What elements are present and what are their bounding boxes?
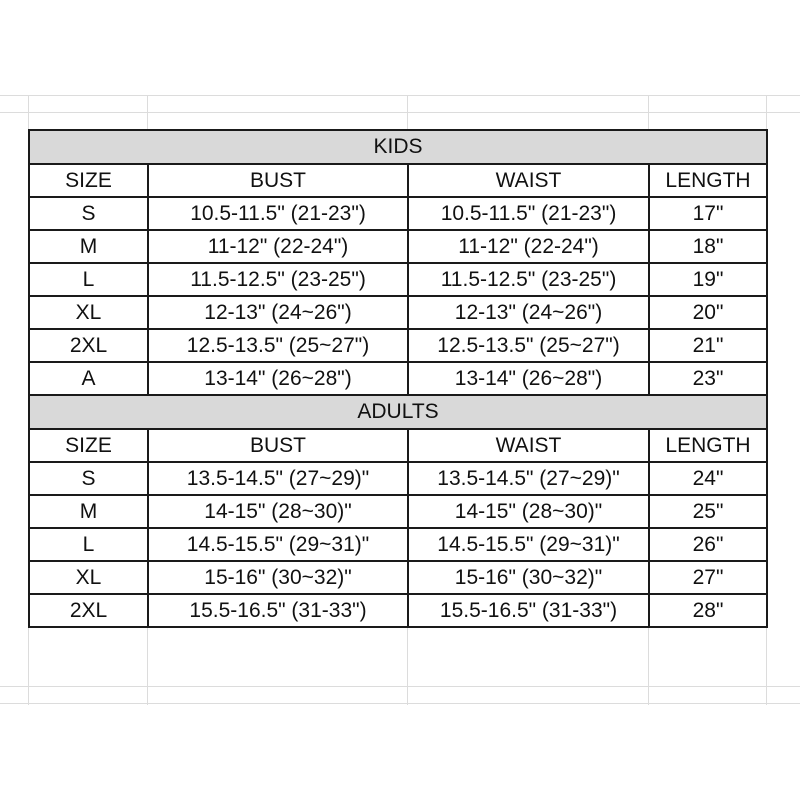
bust-cell: 10.5-11.5" (21-23"): [148, 197, 408, 230]
length-cell: 24": [649, 462, 767, 495]
size-chart-table: [28, 129, 768, 628]
adults-section-row: [29, 395, 767, 429]
table-row: [29, 197, 767, 230]
length-cell: 25": [649, 495, 767, 528]
bust-cell: 14.5-15.5" (29~31)": [148, 528, 408, 561]
waist-cell: 13.5-14.5" (27~29)": [408, 462, 649, 495]
size-cell: 2XL: [29, 329, 148, 362]
sheet-gridline: [0, 686, 800, 687]
length-cell: 28": [649, 594, 767, 627]
sheet-gridline: [0, 112, 800, 113]
length-cell: 20": [649, 296, 767, 329]
bust-cell: 11-12" (22-24"): [148, 230, 408, 263]
waist-cell: 11.5-12.5" (23-25"): [408, 263, 649, 296]
table-row: [29, 495, 767, 528]
size-cell: A: [29, 362, 148, 395]
bust-cell: 14-15" (28~30)": [148, 495, 408, 528]
waist-cell: 13-14" (26~28"): [408, 362, 649, 395]
bust-cell: 12.5-13.5" (25~27"): [148, 329, 408, 362]
column-header-waist: WAIST: [408, 164, 649, 197]
size-cell: S: [29, 197, 148, 230]
length-cell: 18": [649, 230, 767, 263]
waist-cell: 11-12" (22-24"): [408, 230, 649, 263]
length-cell: 21": [649, 329, 767, 362]
bust-cell: 15.5-16.5" (31-33"): [148, 594, 408, 627]
length-cell: 23": [649, 362, 767, 395]
bust-cell: 11.5-12.5" (23-25"): [148, 263, 408, 296]
adults-section-title: ADULTS: [29, 395, 767, 429]
size-cell: XL: [29, 561, 148, 594]
kids-section-title: KIDS: [29, 130, 767, 164]
sheet-gridline: [0, 703, 800, 704]
size-cell: L: [29, 528, 148, 561]
table-row: [29, 329, 767, 362]
table-row: [29, 594, 767, 627]
column-header-size: SIZE: [29, 429, 148, 462]
column-header-bust: BUST: [148, 429, 408, 462]
size-cell: 2XL: [29, 594, 148, 627]
size-cell: M: [29, 230, 148, 263]
table-row: [29, 230, 767, 263]
column-header-bust: BUST: [148, 164, 408, 197]
adults-header-row: [29, 429, 767, 462]
column-header-length: LENGTH: [649, 164, 767, 197]
kids-section-row: [29, 130, 767, 164]
column-header-waist: WAIST: [408, 429, 649, 462]
column-header-size: SIZE: [29, 164, 148, 197]
waist-cell: 14.5-15.5" (29~31)": [408, 528, 649, 561]
length-cell: 19": [649, 263, 767, 296]
size-cell: XL: [29, 296, 148, 329]
size-cell: M: [29, 495, 148, 528]
waist-cell: 14-15" (28~30)": [408, 495, 649, 528]
size-cell: S: [29, 462, 148, 495]
length-cell: 27": [649, 561, 767, 594]
bust-cell: 13-14" (26~28"): [148, 362, 408, 395]
table-row: [29, 561, 767, 594]
table-row: [29, 362, 767, 395]
waist-cell: 15-16" (30~32)": [408, 561, 649, 594]
size-cell: L: [29, 263, 148, 296]
waist-cell: 12-13" (24~26"): [408, 296, 649, 329]
table-row: [29, 528, 767, 561]
length-cell: 26": [649, 528, 767, 561]
sheet-gridline: [0, 95, 800, 96]
length-cell: 17": [649, 197, 767, 230]
waist-cell: 15.5-16.5" (31-33"): [408, 594, 649, 627]
table-row: [29, 462, 767, 495]
bust-cell: 15-16" (30~32)": [148, 561, 408, 594]
kids-header-row: [29, 164, 767, 197]
table-row: [29, 296, 767, 329]
waist-cell: 10.5-11.5" (21-23"): [408, 197, 649, 230]
table-row: [29, 263, 767, 296]
column-header-length: LENGTH: [649, 429, 767, 462]
bust-cell: 13.5-14.5" (27~29)": [148, 462, 408, 495]
waist-cell: 12.5-13.5" (25~27"): [408, 329, 649, 362]
bust-cell: 12-13" (24~26"): [148, 296, 408, 329]
